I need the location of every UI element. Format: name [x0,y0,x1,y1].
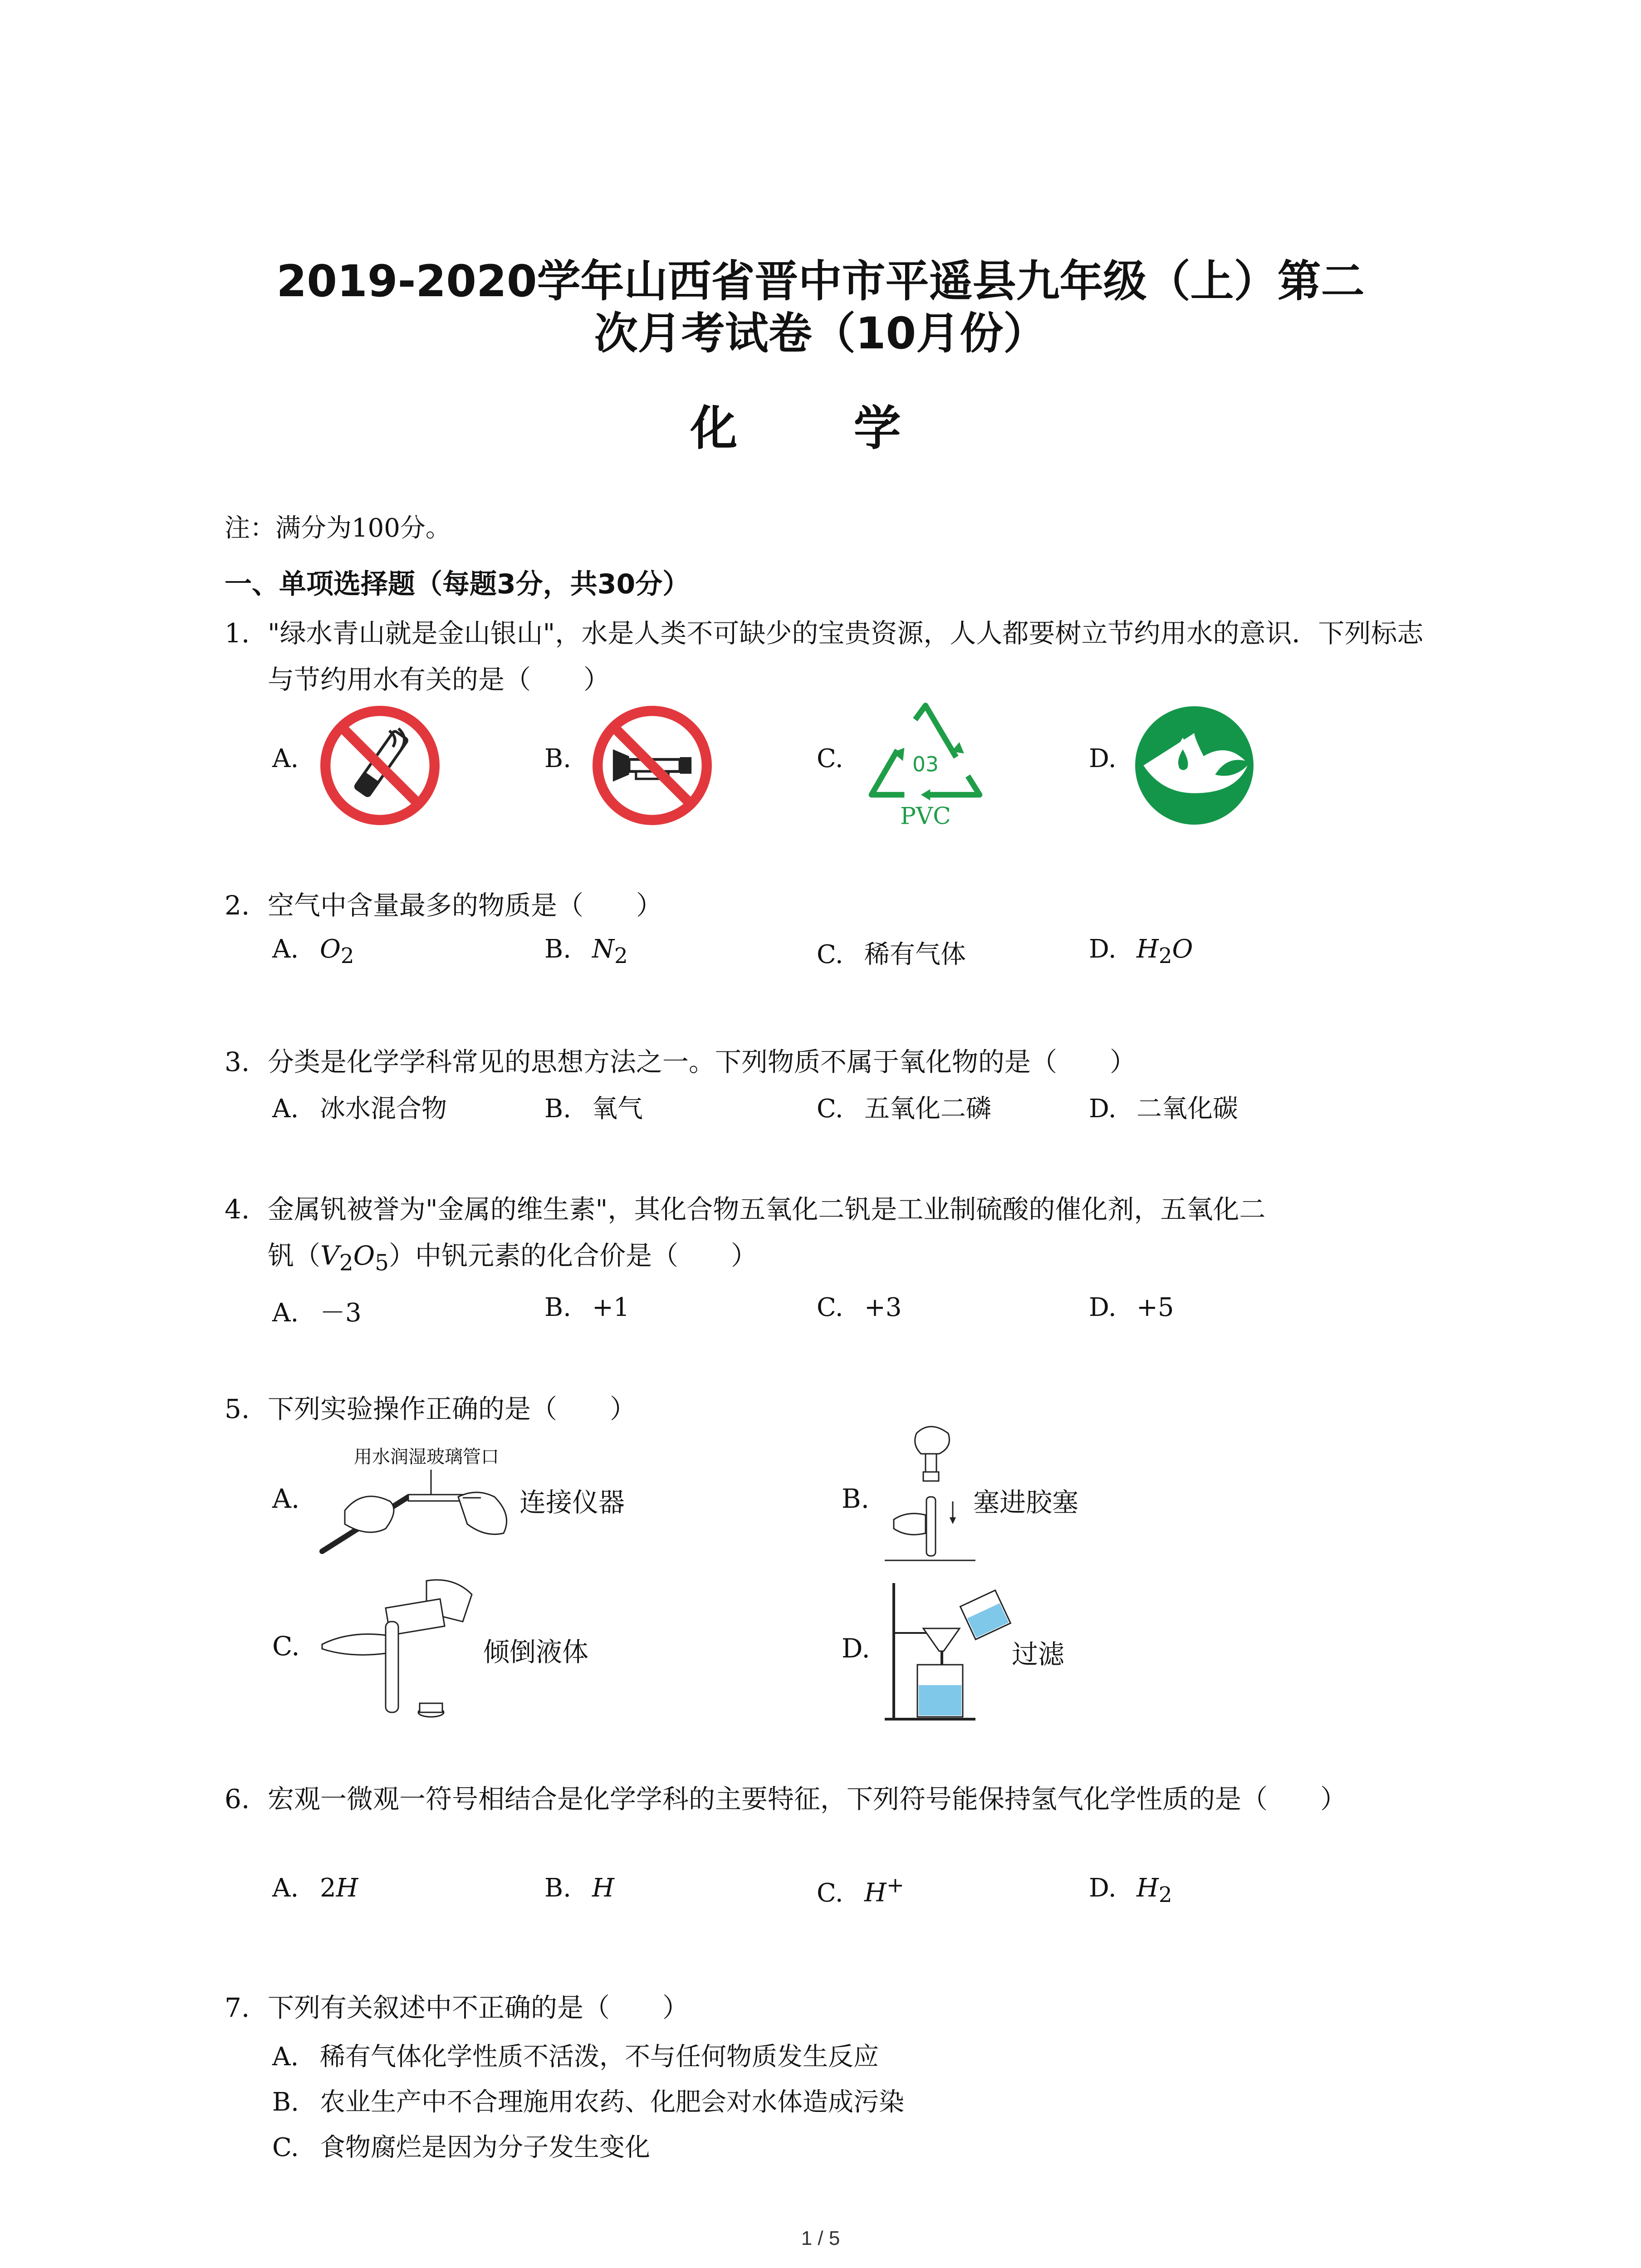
option-a: A. $O_2$ [272,934,354,969]
option-d-label: D. [842,1633,870,1664]
option-d: D. 二氧化碳 [1089,1094,1238,1124]
exam-title-line2: 次月考试卷（10月份） [594,308,1047,359]
option-d: D. +5 [1089,1293,1174,1322]
option-label: B. [544,744,571,773]
question-2 [225,882,1440,929]
exam-page: 2019-2020学年山西省晋中市平遥县九年级（上）第二 次月考试卷（10月份） 化 学 注：满分为100分。 一、单项选择题（每题3分，共30分） 1. "绿水青山就是金山银山"，水是人类不可缺少的宝贵资源，人人都要树立节约用水的意识．下列标志与节约用水有关的是（ ） A. B. C. D. 03 PVC 2. 空气中含量最多的物质是（ ） A. $O_2$ B. $N_2$ C. 稀有气体 D. $H_2O$ 3. 分类是化学学科常见的思想方法之一。下列物质不属于氧化物的是（ ） A. 冰水混合物 B. 氧气 C. 五氧化二磷 D. 二氧化碳 4. 金属钒被誉为"金属的维生素"，其化合物五氧化二钒是工业制硫酸的催化剂，五氧化二 钒$(V_2O_5)$中钒元素的化合价是（ ） A. －3 B. +1 C. +3 D. +5 5. 下列实验操作正确的是（ ） A. 用水润湿玻璃管口 连接仪器 B. 塞进胶塞 C. 倾倒液体 D. 过滤 6. 宏观一微观一符号相结合是化学学科的主要特征，下列符号能保持氢气化学性质的是（ ） A. 2H B. H C. H+ D. $H_2$ 7. 下列有关叙述中不正确的是（ ） A. 稀有气体化学性质不活泼，不与任何物质发生反应 B. 农业生产中不合理施用农药、化肥会对水体造成污染 C. 食物腐烂是因为分子发生变化 1 / 5 [0,0,1641,2268]
exam-title-line1: 2019-2020学年山西省晋中市平遥县九年级（上）第二 [276,256,1365,307]
option-a-caption: 连接仪器 [519,1487,625,1518]
option-b: B. $N_2$ [544,934,628,969]
filtration-illustration [885,1583,1021,1724]
question-number: 3. [225,1046,250,1077]
option-c-caption: 倾倒液体 [483,1637,589,1667]
question-number: 7. [225,1992,250,2023]
subject-title: 化 学 [690,401,951,456]
question-stem: 下列有关叙述中不正确的是（ ） [268,1992,689,2023]
question-1 [225,610,1440,703]
option-b-label: B. [842,1483,870,1514]
option-a: A. 冰水混合物 [272,1094,447,1124]
question-3 [225,1039,1440,1085]
option-c-label: C. [272,1631,300,1662]
question-number: 2. [225,890,250,921]
question-7 [225,1984,1440,2031]
option-c: C. 五氧化二磷 [817,1094,991,1124]
no-smoking-icon [320,705,440,826]
option-c: C. +3 [817,1293,902,1322]
option-c: C. 稀有气体 [817,940,966,969]
option-label: D. [1089,744,1117,773]
option-c: C. H+ [817,1873,904,1908]
option-a-label: A. [272,1483,300,1514]
question-number: 4. [225,1194,250,1225]
page-number: 1 / 5 [801,2227,840,2249]
no-honking-icon [592,705,712,826]
option-label: A. [272,744,299,773]
insert-stopper-illustration [885,1424,975,1574]
recycle-code: 03 [912,752,939,777]
option-a: A. －3 [272,1298,362,1328]
question-stem: 宏观一微观一符号相结合是化学学科的主要特征，下列符号能保持氢气化学性质的是（ ） [268,1784,1347,1814]
question-stem: 下列实验操作正确的是（ ） [268,1393,637,1424]
question-stem: "绿水青山就是金山银山"，水是人类不可缺少的宝贵资源，人人都要树立节约用水的意识．下列标志与节约用水有关的是（ ） [268,618,1424,695]
score-note: 注：满分为100分。 [225,513,451,543]
question-4 [225,1186,1440,1286]
option-b: B. H [544,1873,614,1903]
option-b: B. +1 [544,1293,630,1322]
pvc-recycle-icon [860,701,991,832]
question-6 [225,1776,1440,1822]
question-number: 6. [225,1784,250,1814]
question-5 [225,1386,1440,1432]
pour-liquid-illustration [318,1576,485,1730]
option-label: C. [817,744,843,773]
question-number: 5. [225,1393,250,1424]
question-stem: 空气中含量最多的物质是（ ） [268,890,663,921]
option-d-caption: 过滤 [1012,1639,1065,1670]
section-heading: 一、单项选择题（每题3分，共30分） [225,568,690,600]
option-b-caption: 塞进胶塞 [973,1487,1079,1518]
option-a-annotation: 用水润湿玻璃管口 [354,1447,499,1467]
question-stem: 金属钒被誉为"金属的维生素"，其化合物五氧化二钒是工业制硫酸的催化剂，五氧化二 钒$(V_2O_5)$中钒元素的化合价是（ ） [268,1194,1266,1276]
option-a: A. 2H [272,1873,358,1903]
option-d: D. $H_2$ [1089,1873,1172,1908]
recycle-label: PVC [900,802,951,830]
connect-tube-illustration [318,1470,517,1560]
water-saving-icon [1134,705,1254,826]
question-number: 1. [225,618,250,649]
option-b: B. 氧气 [544,1094,643,1124]
option-d: D. $H_2O$ [1089,934,1193,969]
question-stem: 分类是化学学科常见的思想方法之一。下列物质不属于氧化物的是（ ） [268,1046,1136,1077]
